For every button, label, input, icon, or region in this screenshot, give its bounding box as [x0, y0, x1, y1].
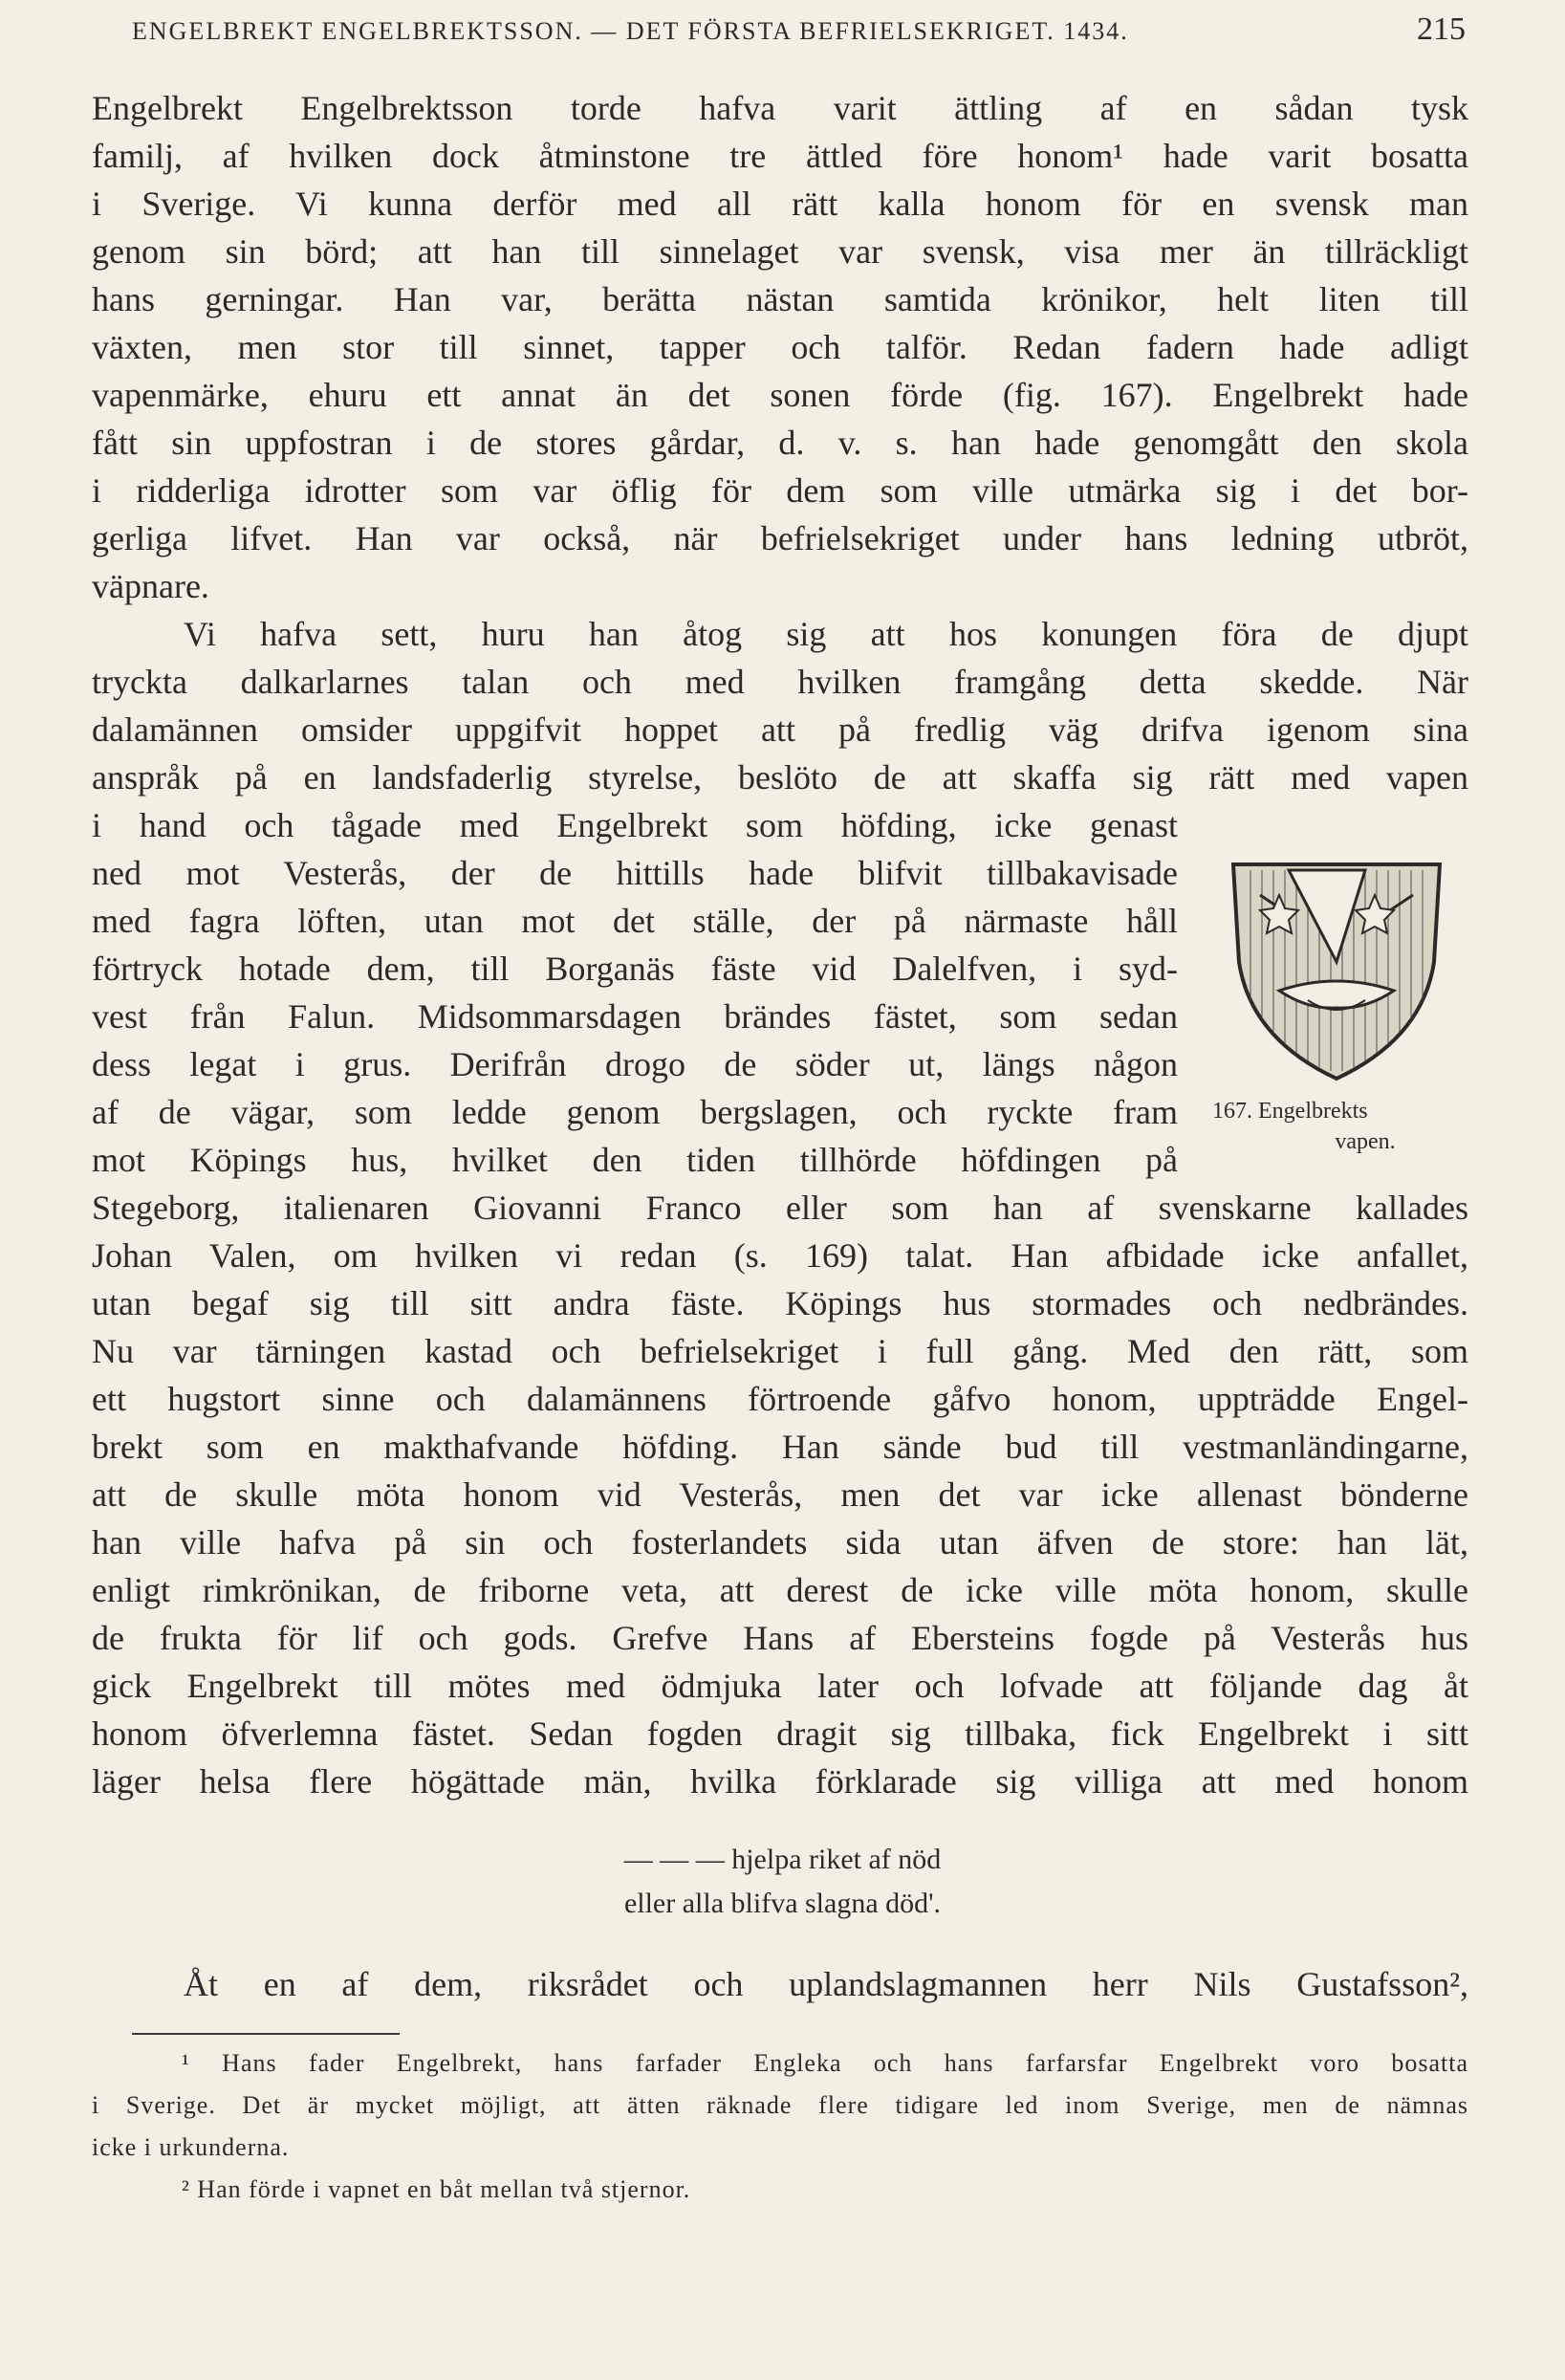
- text-line: Nu var tärningen kastad och befrielsekriget i full gång. Med den rätt, som: [92, 1332, 1468, 1370]
- text-line: anspråk på en landsfaderlig styrelse, beslöto de att skaffa sig rätt med vapen: [92, 758, 1468, 797]
- page-number: 215: [1417, 11, 1466, 47]
- text-line: af de vägar, som ledde genom bergslagen, och ryckte fram: [92, 1093, 1178, 1131]
- text-line: genom sin börd; att han till sinnelaget var svensk, visa mer än tillräckligt: [92, 232, 1468, 271]
- coat-of-arms-shield-icon: [1222, 857, 1451, 1086]
- text-line: brekt som en makthafvande höfding. Han sände bud till vestmanländingarne,: [92, 1428, 1468, 1466]
- text-line: dalamännen omsider uppgifvit hoppet att på fredlig väg drifva igenom sina: [92, 710, 1468, 749]
- text-line: läger helsa flere högättade män, hvilka förklarade sig villiga att med honom: [92, 1762, 1468, 1801]
- footnote-line: icke i urkunderna.: [92, 2133, 290, 2161]
- text-line: Vi hafva sett, huru han åtog sig att hos konungen föra de djupt: [184, 615, 1468, 653]
- text-line: han ville hafva på sin och fosterlandets sida utan äfven de store: han lät,: [92, 1523, 1468, 1561]
- text-line: Åt en af dem, riksrådet och uplandslagmannen herr Nils Gustafsson²,: [184, 1965, 1468, 2003]
- text-line: vapenmärke, ehuru ett annat än det sonen förde (fig. 167). Engelbrekt hade: [92, 376, 1468, 414]
- text-line: väpnare.: [92, 567, 209, 605]
- figure-caption: [1212, 1096, 1470, 1157]
- text-line: med fagra löften, utan mot det ställe, der på närmaste håll: [92, 902, 1178, 940]
- caption-line: 167. Engelbrekts: [1212, 1099, 1368, 1124]
- text-line: vest från Falun. Midsommarsdagen brändes fästet, som sedan: [92, 997, 1178, 1036]
- footnote-line: i Sverige. Det är mycket möjligt, att ätten räknade flere tidigare led inom Sverige, men de nämnas: [92, 2091, 1468, 2119]
- text-line: enligt rimkrönikan, de friborne veta, att derest de icke ville möta honom, skulle: [92, 1571, 1468, 1609]
- footnote-line: ² Han förde i vapnet en båt mellan två stjernor.: [182, 2175, 691, 2203]
- text-line: utan begaf sig till sitt andra fäste. Köpings hus stormades och nedbrändes.: [92, 1284, 1468, 1322]
- text-line: familj, af hvilken dock åtminstone tre ättled före honom¹ hade varit bosatta: [92, 137, 1468, 175]
- text-line: tryckta dalkarlarnes talan och med hvilken framgång detta skedde. När: [92, 663, 1468, 701]
- text-line: honom öfverlemna fästet. Sedan fogden dragit sig tillbaka, fick Engelbrekt i sitt: [92, 1714, 1468, 1753]
- text-line: ett hugstort sinne och dalamännens förtroende gåfvo honom, uppträdde Engel-: [92, 1380, 1468, 1418]
- text-line: mot Köpings hus, hvilket den tiden tillhörde höfdingen på: [92, 1141, 1178, 1179]
- text-line: i hand och tågade med Engelbrekt som höfding, icke genast: [92, 806, 1178, 844]
- text-line: gerliga lifvet. Han var också, när befrielsekriget under hans ledning utbröt,: [92, 519, 1468, 557]
- text-line: Engelbrekt Engelbrektsson torde hafva varit ättling af en sådan tysk: [92, 89, 1468, 127]
- verse-line: eller alla blifva slagna död'.: [623, 1888, 942, 1919]
- text-line: förtryck hotade dem, till Borganäs fäste vid Dalelfven, i syd-: [92, 950, 1178, 988]
- footnote-rule: [132, 2033, 400, 2035]
- text-line: växten, men stor till sinnet, tapper och talför. Redan fadern hade adligt: [92, 328, 1468, 366]
- text-line: att de skulle möta honom vid Vesterås, men det var icke allenast bönderne: [92, 1475, 1468, 1514]
- verse-line: — — — hjelpa riket af nöd: [623, 1844, 942, 1875]
- footnote-line: ¹ Hans fader Engelbrekt, hans farfader Engleka och hans farfarsfar Engelbrekt voro bosatta: [182, 2049, 1468, 2077]
- text-line: fått sin uppfostran i de stores gårdar, d. v. s. han hade genomgått den skola: [92, 424, 1468, 462]
- text-line: ned mot Vesterås, der de hittills hade blifvit tillbakavisade: [92, 854, 1178, 892]
- text-line: dess legat i grus. Derifrån drogo de söder ut, längs någon: [92, 1045, 1178, 1083]
- running-title: ENGELBREKT ENGELBREKTSSON. — DET FÖRSTA BEFRIELSEKRIGET. 1434.: [132, 17, 1129, 45]
- caption-line: vapen.: [1335, 1129, 1396, 1154]
- text-line: i ridderliga idrotter som var öflig för dem som ville utmärka sig i det bor-: [92, 471, 1468, 510]
- text-line: i Sverige. Vi kunna derför med all rätt kalla honom för en svensk man: [92, 185, 1468, 223]
- text-line: Johan Valen, om hvilken vi redan (s. 169) talat. Han afbidade icke anfallet,: [92, 1236, 1468, 1275]
- text-line: Stegeborg, italienaren Giovanni Franco eller som han af svenskarne kallades: [92, 1189, 1468, 1227]
- text-line: de frukta för lif och gods. Grefve Hans af Ebersteins fogde på Vesterås hus: [92, 1619, 1468, 1657]
- text-line: hans gerningar. Han var, berätta nästan samtida krönikor, helt liten till: [92, 280, 1468, 318]
- text-line: gick Engelbrekt till mötes med ödmjuka later och lofvade att följande dag åt: [92, 1667, 1468, 1705]
